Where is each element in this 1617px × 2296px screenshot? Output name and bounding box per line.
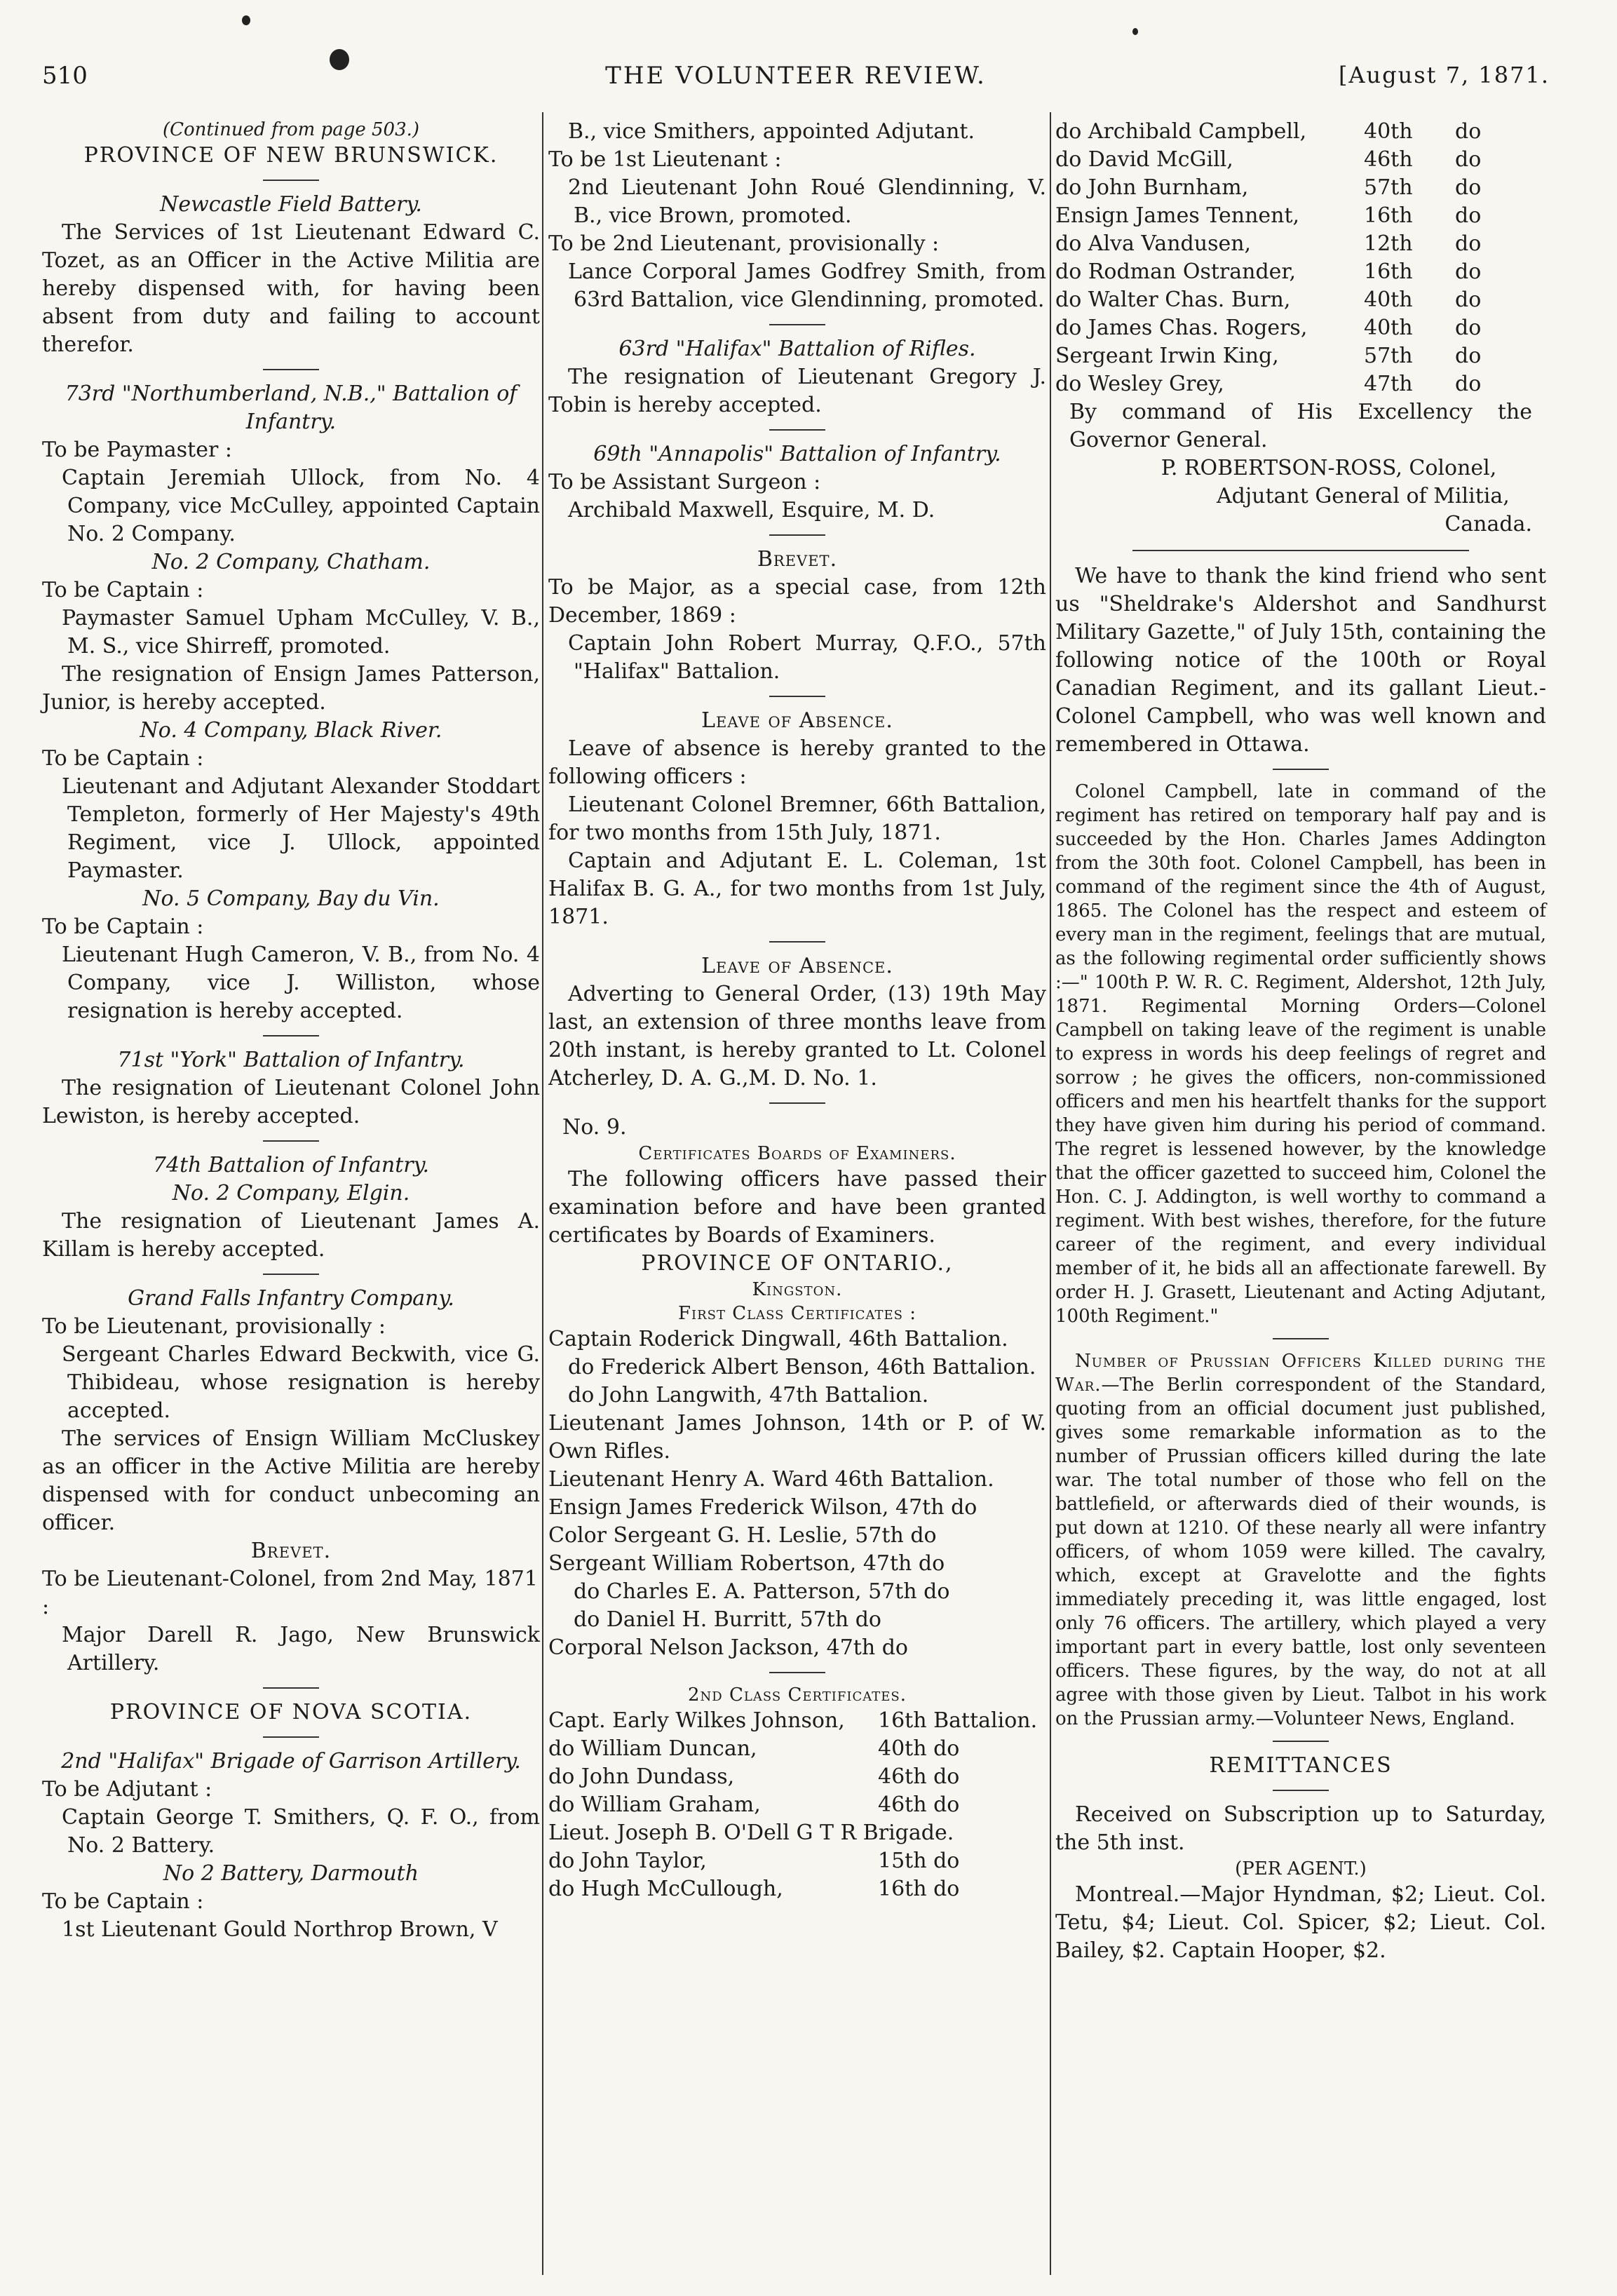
column-2 xyxy=(548,118,1046,1903)
divider xyxy=(263,369,319,370)
order-label: To be Paymaster : xyxy=(42,438,232,462)
list-item: Ensign James Frederick Wilson, 47th do xyxy=(548,1495,977,1520)
order-text: Lance Corporal James Godfrey Smith, from 63rd Battalion, vice Glendinning, promoted. xyxy=(568,259,1046,312)
continued-note: (Continued from page 503.) xyxy=(162,119,420,140)
article-paragraph xyxy=(1055,1349,1546,1731)
section-heading: PROVINCE OF NEW BRUNSWICK. xyxy=(83,143,499,168)
order-label: To be Major, as a special case, from 12th December, 1869 : xyxy=(548,575,1046,628)
order-text: Leave of absence is hereby granted to the following officers : xyxy=(548,736,1046,789)
list-item: do Alva Vandusen, 12th do xyxy=(1055,231,1482,256)
order-label: To be Lieutenant, provisionally : xyxy=(42,1314,386,1339)
article-heading: Number of Prussian Officers Killed during the War. xyxy=(1055,1351,1546,1396)
list-item: Capt. Early Wilkes Johnson, 16th Battalion. xyxy=(548,1708,1038,1733)
masthead-title: THE VOLUNTEER REVIEW. xyxy=(605,62,987,90)
company-heading: No. 2 Company, Chatham. xyxy=(151,550,431,574)
order-text: 2nd Lieutenant John Roué Glendinning, V. B., vice Brown, promoted. xyxy=(568,175,1046,228)
list-item: Sergeant Irwin King, 57th do xyxy=(1055,344,1482,368)
divider xyxy=(1273,1790,1329,1791)
list-item: Sergeant William Robertson, 47th do xyxy=(548,1551,945,1576)
list-item: do John Burnham, 57th do xyxy=(1055,175,1482,200)
unit-heading: 63rd "Halifax" Battalion of Rifles. xyxy=(618,337,976,361)
order-text: Sergeant Charles Edward Beckwith, vice G. Thibideau, whose resignation is hereby accepted. xyxy=(62,1342,540,1423)
class-heading: First Class Certificates : xyxy=(677,1303,917,1324)
order-text: The Services of 1st Lieutenant Edward C. Tozet, as an Officer in the Active Militia are hereby dispensed with, for having been absent from duty and failing to account therefor. xyxy=(42,220,540,357)
page-number: 510 xyxy=(42,62,88,90)
order-text: Archibald Maxwell, Esquire, M. D. xyxy=(568,498,935,522)
unit-heading: 2nd "Halifax" Brigade of Garrison Artillery. xyxy=(61,1749,521,1774)
company-heading: No. 2 Company, Elgin. xyxy=(172,1181,410,1206)
order-label: To be Lieutenant-Colonel, from 2nd May, 1871 : xyxy=(42,1567,538,1619)
order-text: 1st Lieutenant Gould Northrop Brown, V xyxy=(62,1917,498,1942)
list-item: do Daniel H. Burritt, 57th do xyxy=(574,1607,881,1632)
order-label: To be Captain : xyxy=(42,746,204,771)
divider xyxy=(1273,769,1329,770)
agent-label: (PER AGENT.) xyxy=(1235,1858,1367,1879)
unit-heading: 73rd "Northumberland, N.B.," Battalion of Infantry. xyxy=(65,381,517,434)
company-heading: No 2 Battery, Darmouth xyxy=(163,1861,419,1886)
order-text: Lieutenant Colonel Bremner, 66th Battalion, for two months from 15th July, 1871. xyxy=(548,792,1046,845)
list-item: do Archibald Campbell, 40th do xyxy=(1055,119,1482,144)
unit-heading: Grand Falls Infantry Company. xyxy=(128,1286,454,1311)
order-text: The services of Ensign William McCluskey as an officer in the Active Militia are hereby dispensed with for conduct unbecoming an officer. xyxy=(42,1426,540,1535)
page-header xyxy=(42,62,1550,104)
province-heading: PROVINCE OF ONTARIO., xyxy=(641,1251,954,1276)
list-item: do John Dundass, 46th do xyxy=(548,1764,960,1789)
list-item: do Frederick Albert Benson, 46th Battalion. xyxy=(568,1355,1036,1379)
divider xyxy=(769,941,825,943)
order-label: To be Captain : xyxy=(42,578,204,602)
column-rule xyxy=(1050,112,1051,2275)
leave-heading: Leave of Absence. xyxy=(701,954,893,978)
list-item: do James Chas. Rogers, 40th do xyxy=(1055,316,1482,340)
divider xyxy=(1273,1338,1329,1339)
brevet-heading: Brevet. xyxy=(250,1539,332,1563)
divider xyxy=(263,1687,319,1689)
order-text: The resignation of Ensign James Patterson, Junior, is hereby accepted. xyxy=(42,662,540,715)
divider xyxy=(1273,1741,1329,1742)
company-heading: No. 5 Company, Bay du Vin. xyxy=(142,886,440,911)
list-item: do Charles E. A. Patterson, 57th do xyxy=(574,1579,950,1604)
certificates-heading: Certificates Boards of Examiners. xyxy=(638,1143,956,1164)
list-item: Ensign James Tennent, 16th do xyxy=(1055,203,1482,228)
divider xyxy=(263,1035,319,1036)
unit-heading: 74th Battalion of Infantry. xyxy=(152,1153,430,1177)
list-item: do William Duncan, 40th do xyxy=(548,1736,960,1761)
list-item: do William Graham, 46th do xyxy=(548,1792,960,1817)
order-text: Adverting to General Order, (13) 19th May last, an extension of three months leave from 20th instant, is hereby granted to Lt. Colonel Atcherley, D. A. G.,M. D. No. 1. xyxy=(548,982,1046,1090)
list-item: do Walter Chas. Burn, 40th do xyxy=(1055,288,1482,312)
divider xyxy=(769,534,825,536)
class-heading: 2nd Class Certificates. xyxy=(688,1684,907,1706)
remittances-heading: REMITTANCES xyxy=(1209,1753,1393,1778)
officer-list xyxy=(1055,118,1546,398)
list-item: do Rodman Ostrander, 16th do xyxy=(1055,259,1482,284)
list-item: Lieutenant James Johnson, 14th or P. of W. Own Rifles. xyxy=(548,1411,1046,1464)
article-paragraph: Colonel Campbell, late in command of the regiment has retired on temporary half pay and is succeeded by the Hon. Charles James Addington from the 30th foot. Colonel Campbell, has been in command of the regiment since the 4th of August, 1865. The Colonel has the respect and esteem of every man in the regiment, feelings that are mutual, as the following regimental order sufficiently shows :—" 100th P. W. R. C. Regiment, Aldershot, 12th July, 1871. Regimental Morning Orders—Colonel Campbell on taking leave of the regiment is unable to express in words his deep feelings of regret and sorrow ; he gives the officers, non-commissioned officers and men his heartfelt thanks for the support they have given him during his period of command. The regret is lessened however, by the knowledge that the officer gazetted to succeed him, Colonel the Hon. C. J. Addington, is well worthy to command a regiment. With best wishes, therefore, for the future career of the regiment, and every individual member of it, he bids all an affectionate farewell. By order H. J. Grasett, Lieutenant and Acting Adjutant, 100th Regiment." xyxy=(1055,781,1546,1327)
order-text: Captain Jeremiah Ullock, from No. 4 Company, vice McCulley, appointed Captain No. 2 Company. xyxy=(62,466,540,546)
order-text: Lieutenant Hugh Cameron, V. B., from No. 4 Company, vice J. Williston, whose resignation is hereby accepted. xyxy=(62,943,540,1023)
place-heading: Kingston. xyxy=(752,1279,843,1300)
column-3 xyxy=(1055,118,1546,1965)
list-item: do John Taylor, 15th do xyxy=(548,1849,960,1873)
remittances-text: Received on Subscription up to Saturday, the 5th inst. xyxy=(1055,1802,1546,1855)
order-text: The resignation of Lieutenant Gregory J. Tobin is hereby accepted. xyxy=(548,365,1046,417)
order-text: Paymaster Samuel Upham McCulley, V. B., M. S., vice Shirreff, promoted. xyxy=(62,606,540,659)
order-text: Captain and Adjutant E. L. Coleman, 1st Halifax B. G. A., for two months from 1st July, 1871. xyxy=(548,849,1046,929)
remittances-list: Montreal.—Major Hyndman, $2; Lieut. Col. Tetu, $4; Lieut. Col. Spicer, $2; Lieut. Col. Bailey, $2. Captain Hooper, $2. xyxy=(1055,1882,1546,1963)
order-text: Captain George T. Smithers, Q. F. O., from No. 2 Battery. xyxy=(62,1805,540,1858)
order-text: The following officers have passed their examination before and have been granted certificates by Boards of Examiners. xyxy=(548,1167,1046,1248)
order-label: To be Captain : xyxy=(42,914,204,939)
divider xyxy=(263,1140,319,1142)
divider xyxy=(263,1274,319,1275)
leave-heading: Leave of Absence. xyxy=(701,708,893,733)
order-text: Major Darell R. Jago, New Brunswick Artillery. xyxy=(62,1623,540,1675)
order-label: To be 2nd Lieutenant, provisionally : xyxy=(548,231,940,256)
unit-heading: 69th "Annapolis" Battalion of Infantry. xyxy=(593,442,1001,466)
column-1 xyxy=(42,118,540,1944)
divider xyxy=(769,1672,825,1673)
unit-heading: Newcastle Field Battery. xyxy=(160,192,422,217)
ink-spot xyxy=(242,15,250,25)
list-item: Corporal Nelson Jackson, 47th do xyxy=(548,1635,908,1660)
first-class-list xyxy=(548,1325,1046,1662)
column-rule xyxy=(542,112,543,2275)
order-text: Lieutenant and Adjutant Alexander Stoddart Templeton, formerly of Her Majesty's 49th Regiment, vice J. Ullock, appointed Paymaster. xyxy=(62,774,540,883)
order-text: B., vice Smithers, appointed Adjutant. xyxy=(568,119,975,144)
divider xyxy=(769,696,825,697)
issue-date: [August 7, 1871. xyxy=(1338,62,1550,88)
divider xyxy=(769,1102,825,1104)
second-class-list xyxy=(548,1707,1046,1903)
order-label: To be Adjutant : xyxy=(42,1777,212,1802)
order-number: No. 9. xyxy=(562,1115,627,1140)
ink-spot xyxy=(1132,28,1138,35)
divider xyxy=(263,180,319,181)
order-label: To be 1st Lieutenant : xyxy=(548,147,782,172)
order-text: The resignation of Lieutenant Colonel John Lewiston, is hereby accepted. xyxy=(42,1076,540,1128)
article-body: —The Berlin correspondent of the Standard, quoting from an official document just published, gives some remarkable information as to the number of Prussian officers killed during the late war. The total number of those who fell on the battlefield, or afterwards died of their wounds, is put down at 1210. Of these nearly all were infantry officers, of whom 1059 were killed. The cavalry, which, except at Gravelotte and the fights immediately preceding it, was little engaged, lost only 76 officers. The artillery, which played a very important part in every battle, lost only seventeen officers. These figures, by the way, do not at all agree with those given by Lieut. Talbot in his work on the Prussian army.—Volunteer News, England. xyxy=(1055,1375,1546,1729)
list-item: Captain Roderick Dingwall, 46th Battalion. xyxy=(548,1327,1008,1351)
ornamental-divider xyxy=(1132,550,1469,551)
divider xyxy=(263,1736,319,1738)
divider xyxy=(769,429,825,431)
order-label: To be Assistant Surgeon : xyxy=(548,470,821,494)
list-item: Color Sergeant G. H. Leslie, 57th do xyxy=(548,1523,937,1548)
list-item: Lieutenant Henry A. Ward 46th Battalion. xyxy=(548,1467,994,1492)
divider xyxy=(769,324,825,325)
signer-place: Canada. xyxy=(1445,512,1532,536)
order-text: The resignation of Lieutenant James A. Killam is hereby accepted. xyxy=(42,1209,540,1262)
list-item: do Hugh McCullough, 16th do xyxy=(548,1877,960,1901)
list-item: do John Langwith, 47th Battalion. xyxy=(568,1383,929,1407)
signer-name: P. ROBERTSON-ROSS, Colonel, xyxy=(1161,456,1497,480)
list-item: do Wesley Grey, 47th do xyxy=(1055,372,1482,396)
signer-title: Adjutant General of Militia, xyxy=(1217,484,1510,508)
article-paragraph: We have to thank the kind friend who sent us "Sheldrake's Aldershot and Sandhurst Military Gazette," of July 15th, containing the following notice of the 100th or Royal Canadian Regiment, and its gallant Lieut.-Colonel Campbell, who was well known and remembered in Ottawa. xyxy=(1055,564,1546,757)
command-line: By command of His Excellency the Governor General. xyxy=(1069,400,1532,452)
unit-heading: 71st "York" Battalion of Infantry. xyxy=(117,1048,465,1072)
order-text: Captain John Robert Murray, Q.F.O., 57th "Halifax" Battalion. xyxy=(568,631,1046,684)
order-label: To be Captain : xyxy=(42,1889,204,1914)
list-item: Lieut. Joseph B. O'Dell G T R Brigade. xyxy=(548,1821,954,1845)
list-item: do David McGill, 46th do xyxy=(1055,147,1482,172)
section-heading: PROVINCE OF NOVA SCOTIA. xyxy=(109,1700,473,1724)
brevet-heading: Brevet. xyxy=(757,547,838,572)
company-heading: No. 4 Company, Black River. xyxy=(140,718,442,743)
